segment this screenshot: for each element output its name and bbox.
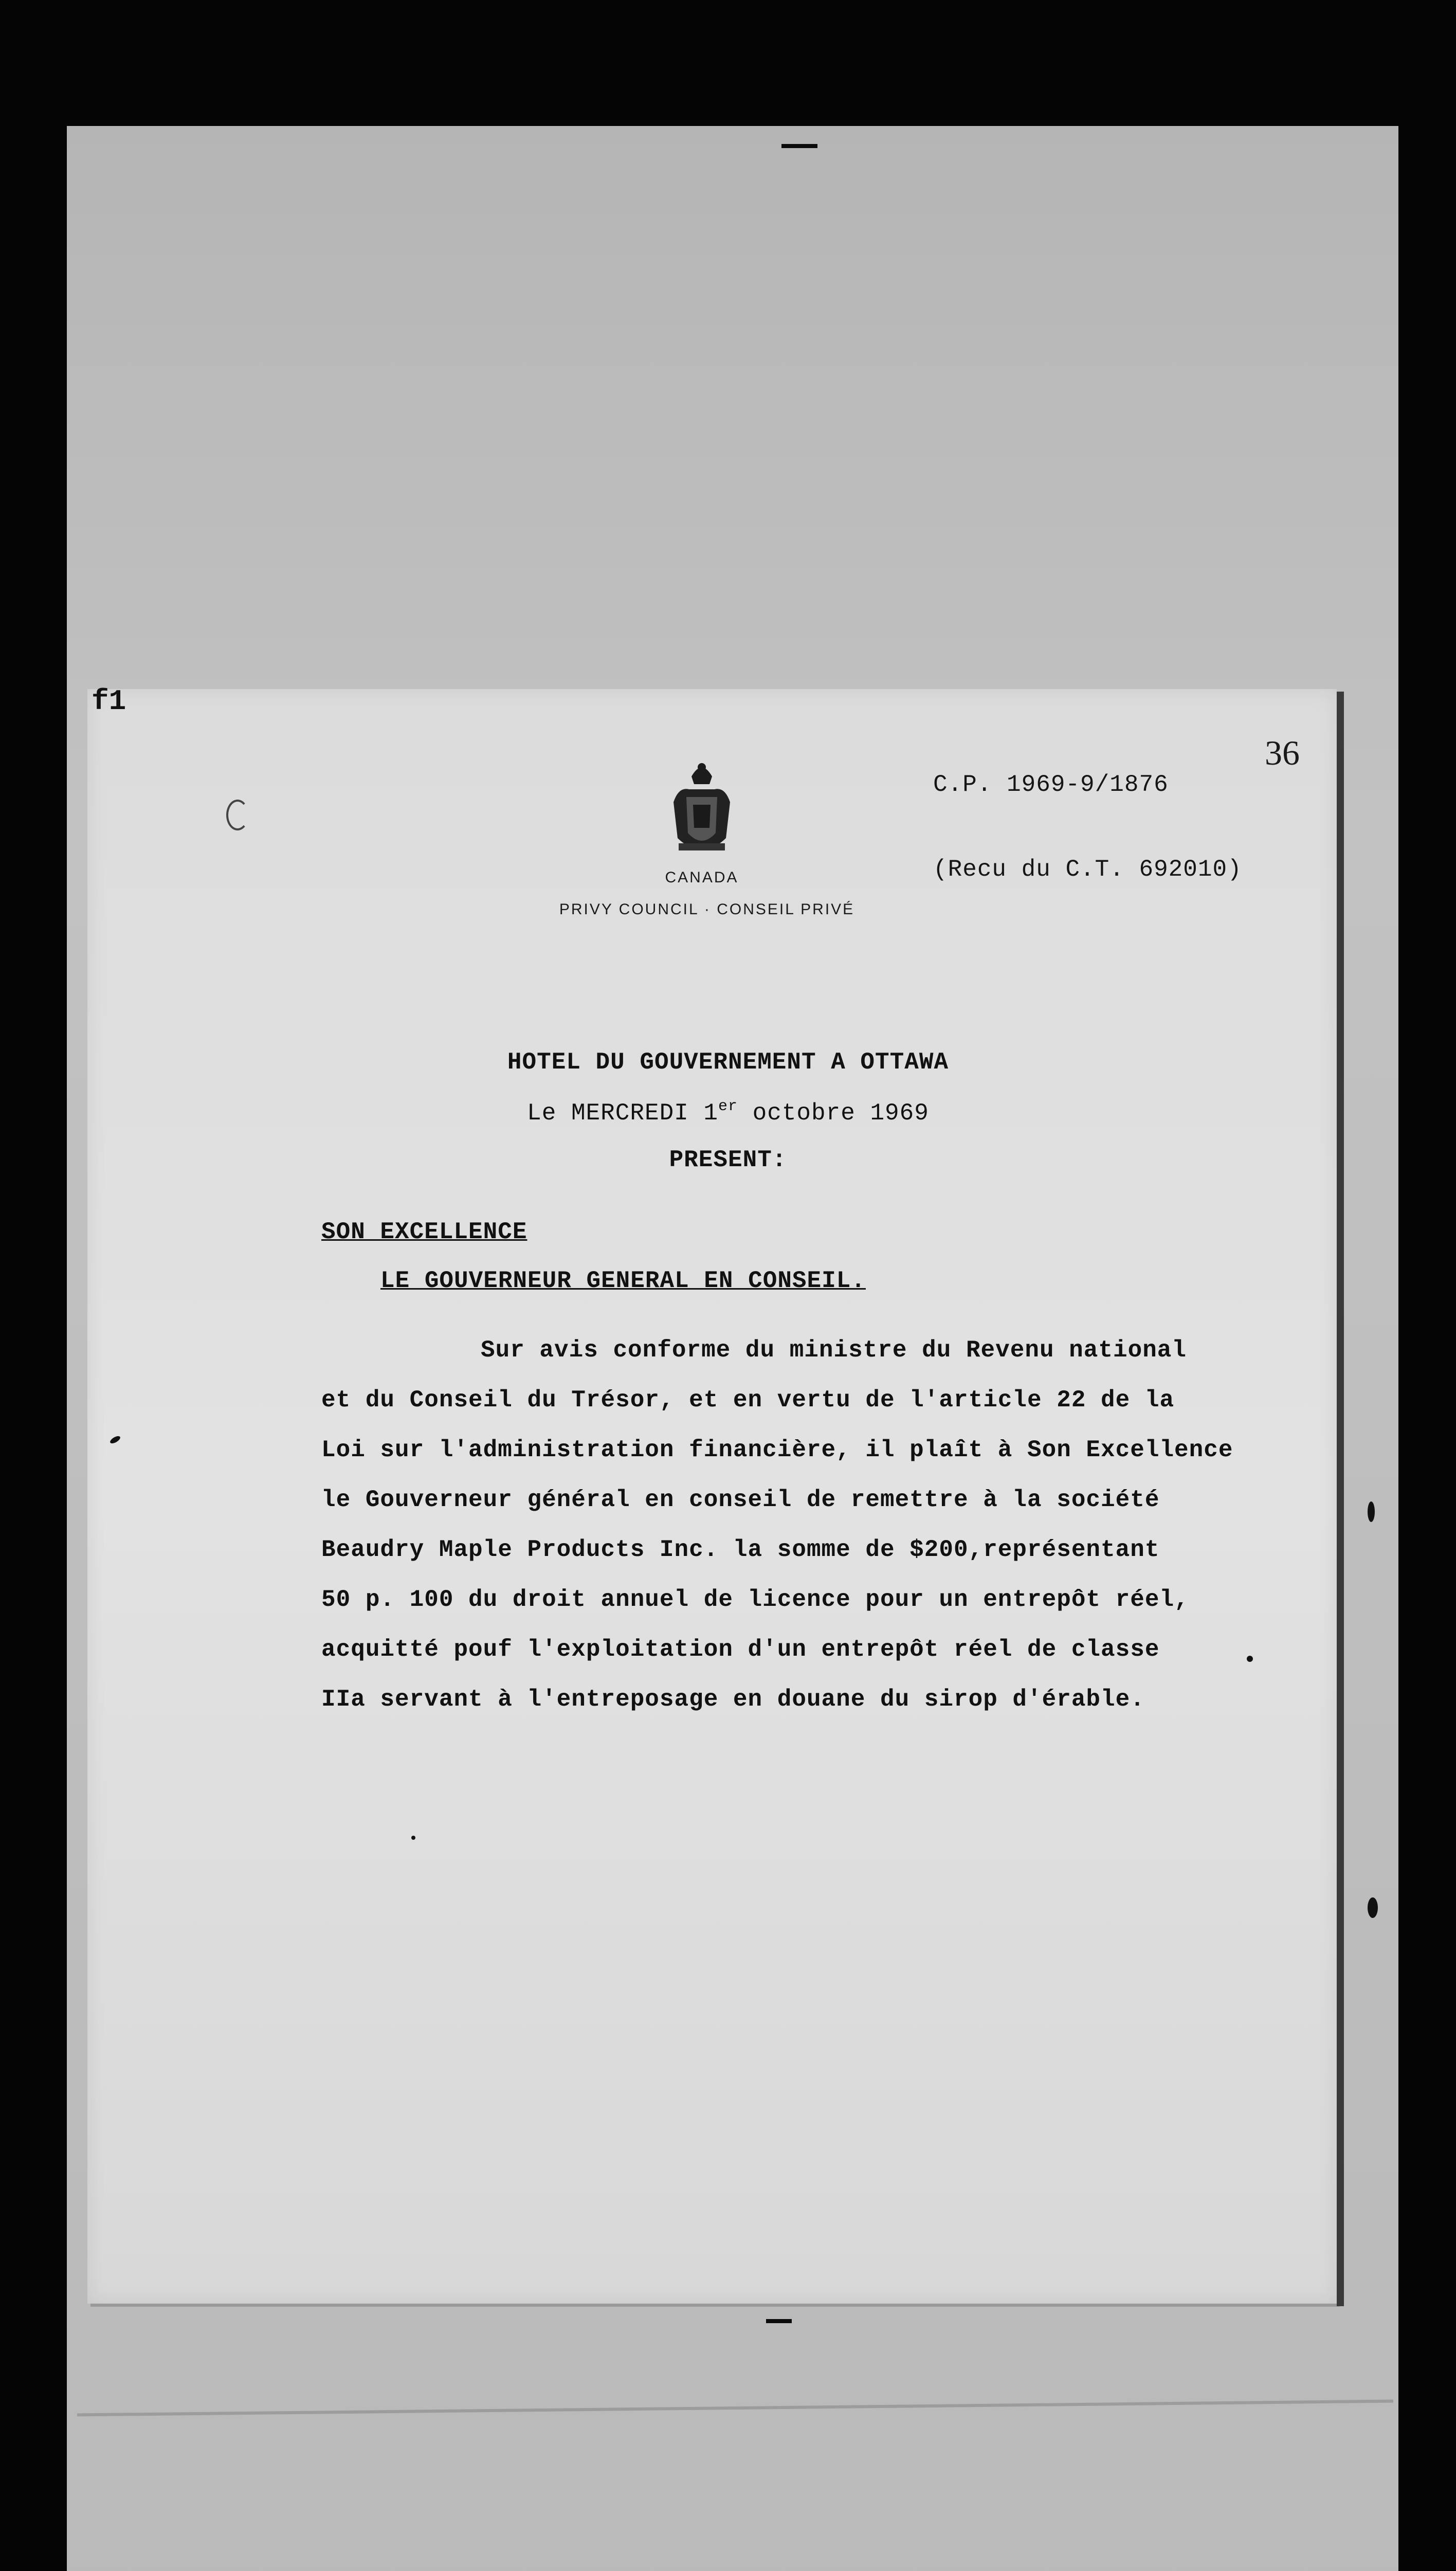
stray-mark [411,1836,415,1840]
date-prefix: Le MERCREDI 1 [527,1100,718,1127]
body-line: IIa servant à l'entreposage en douane du sirop d'érable. [321,1686,1145,1713]
letterhead-council: PRIVY COUNCIL · CONSEIL PRIVÉ [559,901,855,918]
date-suffix: octobre 1969 [738,1100,929,1127]
margin-mark: f1 [92,685,126,718]
receipt-reference: (Recu du C.T. 692010) [933,856,1242,883]
film-tick-top [781,144,817,148]
body-line: Beaudry Maple Products Inc. la somme de $200,représentant [321,1536,1160,1563]
body-line: le Gouverneur général en conseil de remettre à la société [321,1487,1160,1513]
date-line [0,1098,1456,1127]
edge-mark [1368,1897,1378,1918]
edge-mark [1368,1501,1375,1522]
salutation-line-1: SON EXCELLENCE [321,1219,527,1245]
body-line: 50 p. 100 du droit annuel de licence pour un entrepôt réel, [321,1586,1189,1613]
body-line: et du Conseil du Trésor, et en vertu de l'article 22 de la [321,1387,1175,1414]
letterhead-country: CANADA [665,869,739,886]
body-line: acquitté pouf l'exploitation d'un entrepôt réel de classe [321,1636,1160,1663]
film-tick-middle [766,2319,792,2323]
page-number: 36 [1265,733,1300,772]
salutation-line-2: LE GOUVERNEUR GENERAL EN CONSEIL. [380,1268,866,1294]
punch-hole-mark [226,800,249,830]
stray-mark [1247,1656,1253,1662]
body-line: Sur avis conforme du ministre du Revenu national [481,1337,1187,1364]
location-heading: HOTEL DU GOUVERNEMENT A OTTAWA [507,1049,949,1076]
order-number: C.P. 1969-9/1876 [933,771,1169,798]
sheet-shadow-edge [1337,692,1344,2306]
body-line: Loi sur l'administration financière, il plaît à Son Excellence [321,1437,1233,1463]
canada-coat-of-arms-icon [668,756,735,864]
present-heading: PRESENT: [669,1147,787,1173]
date-superscript: er [718,1098,738,1115]
